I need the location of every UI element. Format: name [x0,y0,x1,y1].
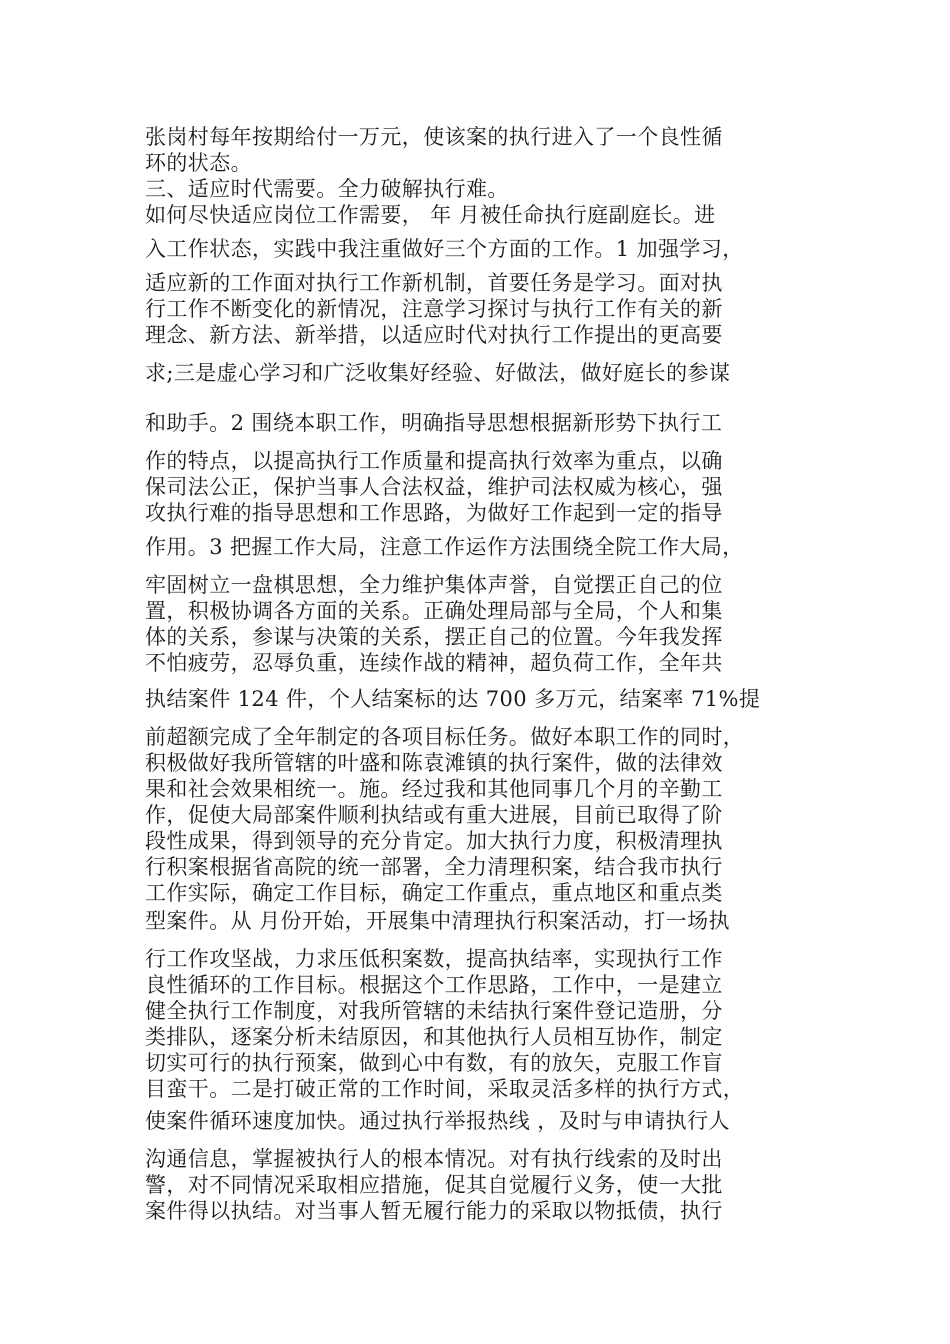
text-line: 求;三是虚心学习和广泛收集好经验、好做法，做好庭长的参谋 [145,361,731,385]
text-line: 置，积极协调各方面的关系。正确处理局部与全局，个人和集 [145,599,723,623]
text-line: 段性成果，得到领导的充分肯定。加大执行力度，积极清理执 [145,829,723,853]
text-line: 保司法公正，保护当事人合法权益，维护司法权威为核心，强 [145,475,723,499]
text-line: 张岗村每年按期给付一万元，使该案的执行进入了一个良性循 [145,125,723,149]
text-line: 警，对不同情况采取相应措施，促其自觉履行义务，使一大批 [145,1173,723,1197]
text-line: 入工作状态，实践中我注重做好三个方面的工作。1 加强学习， [145,237,744,261]
text-line: 作的特点，以提高执行工作质量和提高执行效率为重点，以确 [145,449,723,473]
text-line: 使案件循环速度加快。通过执行举报热线 ，及时与申请执行人 [145,1109,730,1133]
text-line: 如何尽快适应岗位工作需要， 年 月被任命执行庭副庭长。进 [145,203,716,227]
text-line: 行工作不断变化的新情况，注意学习探讨与执行工作有关的新 [145,297,723,321]
text-line: 案件得以执结。对当事人暂无履行能力的采取以物抵债，执行 [145,1199,723,1223]
text-line: 不怕疲劳，忍辱负重，连续作战的精神，超负荷工作，全年共 [145,651,723,675]
text-line: 牢固树立一盘棋思想，全力维护集体声誉，自觉摆正自己的位 [145,573,723,597]
text-line: 适应新的工作面对执行工作新机制，首要任务是学习。面对执 [145,271,723,295]
text-line: 工作实际，确定工作目标，确定工作重点，重点地区和重点类 [145,881,723,905]
text-line: 攻执行难的指导思想和工作思路，为做好工作起到一定的指导 [145,501,723,525]
text-line: 体的关系，参谋与决策的关系，摆正自己的位置。今年我发挥 [145,625,723,649]
text-line: 理念、新方法、新举措，以适应时代对执行工作提出的更高要 [145,323,723,347]
text-line: 积极做好我所管辖的叶盛和陈袁滩镇的执行案件，做的法律效 [145,751,723,775]
text-line: 目蛮干。二是打破正常的工作时间，采取灵活多样的执行方式， [145,1077,745,1101]
text-line: 和助手。2 围绕本职工作，明确指导思想根据新形势下执行工 [145,411,723,435]
text-line: 作，促使大局部案件顺利执结或有重大进展，目前已取得了阶 [145,803,723,827]
text-line: 三、适应时代需要。全力破解执行难。 [145,177,509,201]
text-line: 健全执行工作制度，对我所管辖的未结执行案件登记造册，分 [145,999,723,1023]
text-line: 型案件。从 月份开始，开展集中清理执行积案活动，打一场执 [145,909,730,933]
text-line: 沟通信息，掌握被执行人的根本情况。对有执行线索的及时出 [145,1147,723,1171]
text-line: 前超额完成了全年制定的各项目标任务。做好本职工作的同时， [145,725,745,749]
text-line: 切实可行的执行预案，做到心中有数，有的放矢，克服工作盲 [145,1051,723,1075]
text-line: 良性循环的工作目标。根据这个工作思路，工作中，一是建立 [145,973,723,997]
text-line: 作用。3 把握工作大局，注意工作运作方法围绕全院工作大局， [145,535,744,559]
text-line: 行工作攻坚战，力求压低积案数，提高执结率，实现执行工作 [145,947,723,971]
text-line: 环的状态。 [145,151,252,175]
text-line: 类排队，逐案分析未结原因，和其他执行人员相互协作，制定 [145,1025,723,1049]
text-line: 果和社会效果相统一。施。经过我和其他同事几个月的辛勤工 [145,777,723,801]
text-line: 执结案件 124 件，个人结案标的达 700 多万元，结案率 71%提 [145,687,761,711]
text-line: 行积案根据省高院的统一部署，全力清理积案，结合我市执行 [145,855,723,879]
